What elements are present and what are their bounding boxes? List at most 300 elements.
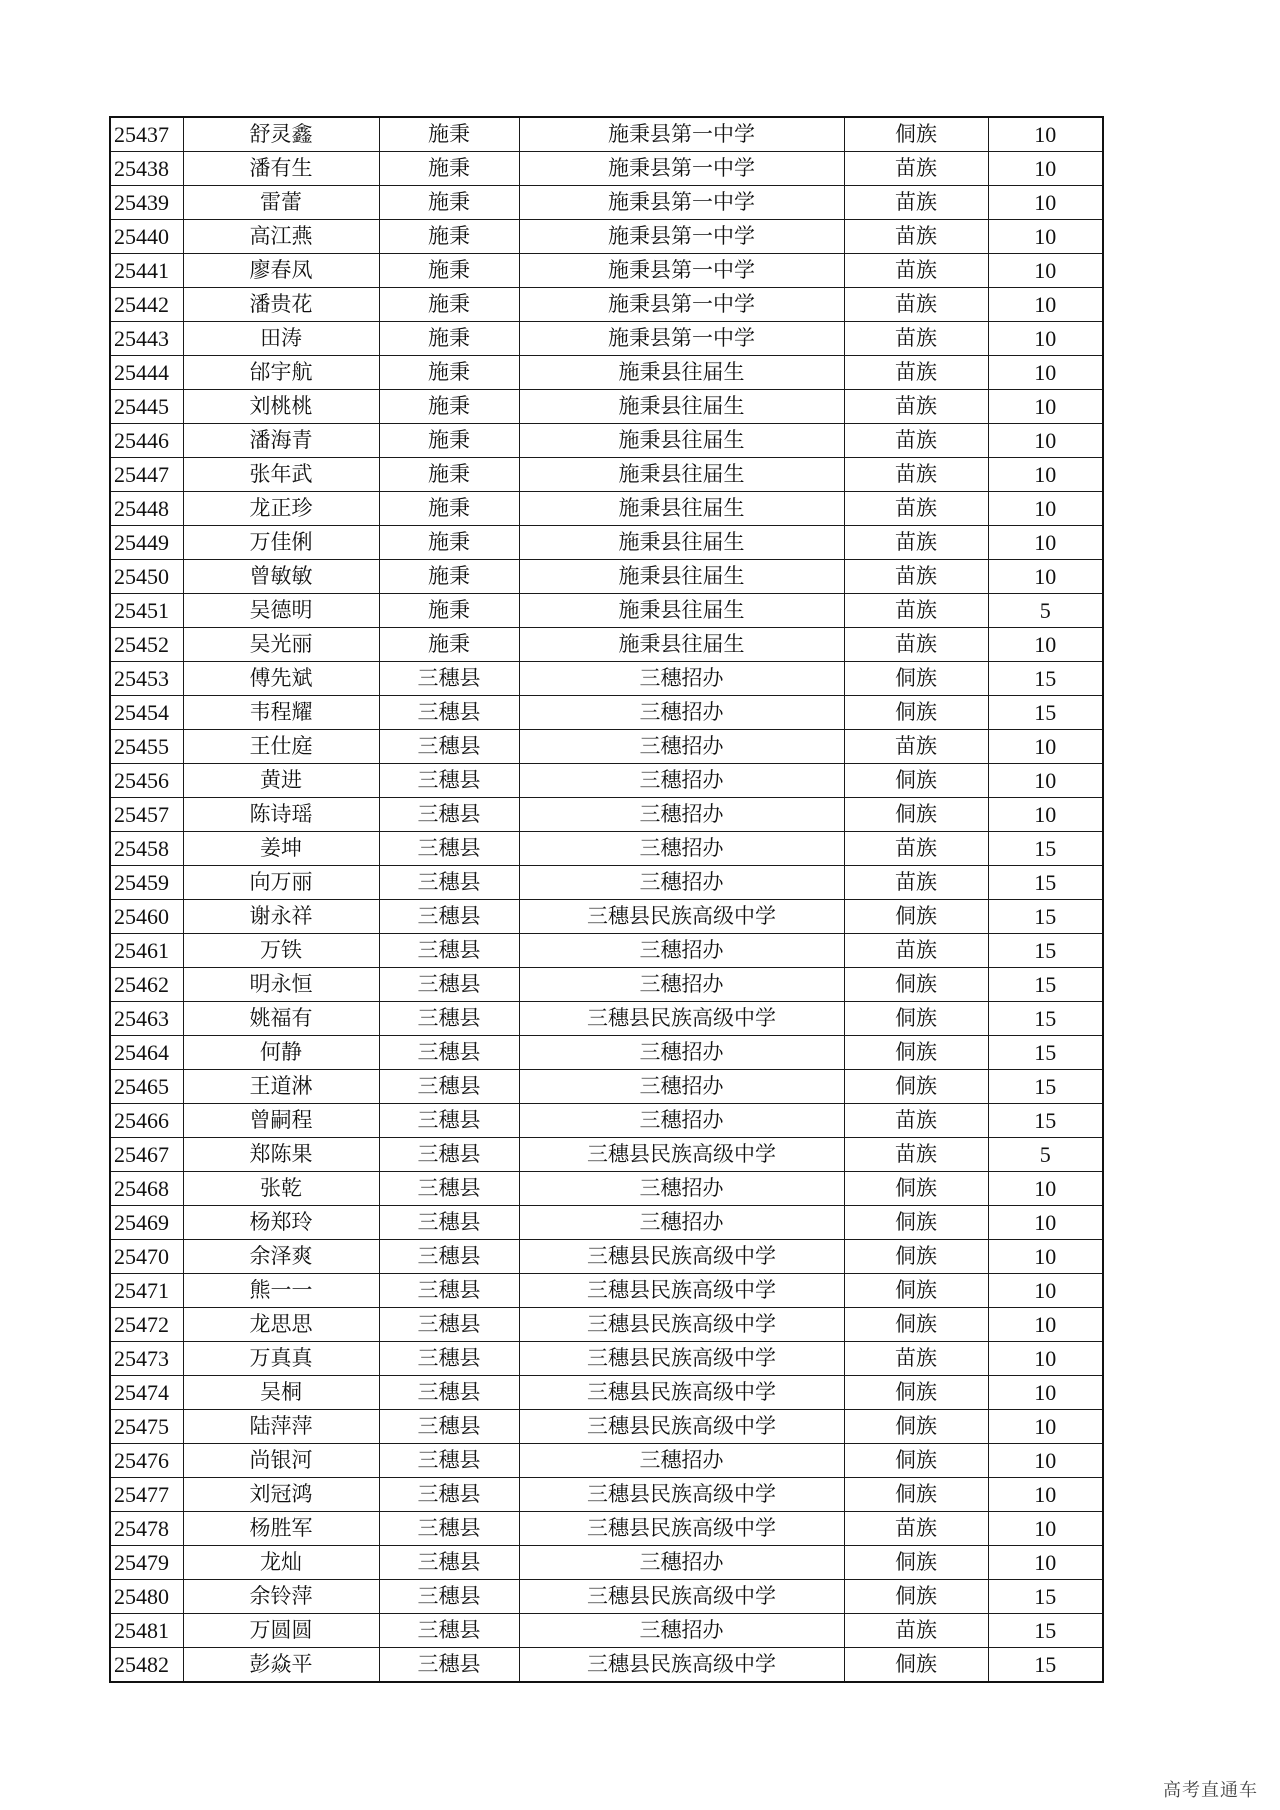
ethnicity-cell: 侗族 bbox=[844, 1240, 988, 1274]
name-cell: 潘有生 bbox=[183, 152, 379, 186]
table-row bbox=[110, 730, 1103, 764]
county-cell: 三穗县 bbox=[379, 1002, 519, 1036]
score-cell: 5 bbox=[988, 594, 1103, 628]
county-cell: 施秉 bbox=[379, 526, 519, 560]
score-cell: 15 bbox=[988, 866, 1103, 900]
score-cell: 15 bbox=[988, 1002, 1103, 1036]
county-cell: 施秉 bbox=[379, 220, 519, 254]
county-cell: 施秉 bbox=[379, 152, 519, 186]
ethnicity-cell: 苗族 bbox=[844, 1342, 988, 1376]
name-cell: 尚银河 bbox=[183, 1444, 379, 1478]
county-cell: 三穗县 bbox=[379, 1240, 519, 1274]
table-row bbox=[110, 1410, 1103, 1444]
score-cell: 10 bbox=[988, 628, 1103, 662]
school-cell: 三穗县民族高级中学 bbox=[519, 1240, 844, 1274]
name-cell: 吴德明 bbox=[183, 594, 379, 628]
name-cell: 龙思思 bbox=[183, 1308, 379, 1342]
id-cell: 25471 bbox=[110, 1274, 183, 1308]
score-cell: 10 bbox=[988, 186, 1103, 220]
county-cell: 施秉 bbox=[379, 628, 519, 662]
id-cell: 25458 bbox=[110, 832, 183, 866]
school-cell: 施秉县第一中学 bbox=[519, 117, 844, 152]
ethnicity-cell: 苗族 bbox=[844, 254, 988, 288]
county-cell: 三穗县 bbox=[379, 866, 519, 900]
county-cell: 三穗县 bbox=[379, 1070, 519, 1104]
ethnicity-cell: 侗族 bbox=[844, 798, 988, 832]
ethnicity-cell: 侗族 bbox=[844, 1070, 988, 1104]
school-cell: 三穗县民族高级中学 bbox=[519, 1478, 844, 1512]
id-cell: 25476 bbox=[110, 1444, 183, 1478]
name-cell: 张乾 bbox=[183, 1172, 379, 1206]
id-cell: 25445 bbox=[110, 390, 183, 424]
name-cell: 傅先斌 bbox=[183, 662, 379, 696]
score-cell: 10 bbox=[988, 1240, 1103, 1274]
ethnicity-cell: 苗族 bbox=[844, 458, 988, 492]
id-cell: 25464 bbox=[110, 1036, 183, 1070]
ethnicity-cell: 苗族 bbox=[844, 492, 988, 526]
name-cell: 吴光丽 bbox=[183, 628, 379, 662]
score-cell: 10 bbox=[988, 1444, 1103, 1478]
table-row bbox=[110, 1206, 1103, 1240]
id-cell: 25439 bbox=[110, 186, 183, 220]
id-cell: 25469 bbox=[110, 1206, 183, 1240]
id-cell: 25444 bbox=[110, 356, 183, 390]
table-row bbox=[110, 1512, 1103, 1546]
score-cell: 10 bbox=[988, 254, 1103, 288]
school-cell: 三穗招办 bbox=[519, 730, 844, 764]
name-cell: 高江燕 bbox=[183, 220, 379, 254]
name-cell: 余泽爽 bbox=[183, 1240, 379, 1274]
ethnicity-cell: 侗族 bbox=[844, 1036, 988, 1070]
table-row bbox=[110, 458, 1103, 492]
school-cell: 三穗招办 bbox=[519, 934, 844, 968]
school-cell: 施秉县往届生 bbox=[519, 424, 844, 458]
name-cell: 龙灿 bbox=[183, 1546, 379, 1580]
county-cell: 三穗县 bbox=[379, 900, 519, 934]
name-cell: 雷蕾 bbox=[183, 186, 379, 220]
id-cell: 25457 bbox=[110, 798, 183, 832]
county-cell: 三穗县 bbox=[379, 696, 519, 730]
name-cell: 韦程耀 bbox=[183, 696, 379, 730]
ethnicity-cell: 苗族 bbox=[844, 866, 988, 900]
ethnicity-cell: 侗族 bbox=[844, 1376, 988, 1410]
id-cell: 25473 bbox=[110, 1342, 183, 1376]
ethnicity-cell: 苗族 bbox=[844, 322, 988, 356]
name-cell: 姜坤 bbox=[183, 832, 379, 866]
id-cell: 25437 bbox=[110, 117, 183, 152]
county-cell: 三穗县 bbox=[379, 1376, 519, 1410]
name-cell: 万圆圆 bbox=[183, 1614, 379, 1648]
ethnicity-cell: 侗族 bbox=[844, 1206, 988, 1240]
ethnicity-cell: 侗族 bbox=[844, 900, 988, 934]
id-cell: 25453 bbox=[110, 662, 183, 696]
ethnicity-cell: 苗族 bbox=[844, 730, 988, 764]
school-cell: 施秉县往届生 bbox=[519, 492, 844, 526]
score-cell: 10 bbox=[988, 390, 1103, 424]
school-cell: 施秉县第一中学 bbox=[519, 220, 844, 254]
name-cell: 邰宇航 bbox=[183, 356, 379, 390]
id-cell: 25468 bbox=[110, 1172, 183, 1206]
county-cell: 三穗县 bbox=[379, 1580, 519, 1614]
name-cell: 田涛 bbox=[183, 322, 379, 356]
name-cell: 王仕庭 bbox=[183, 730, 379, 764]
score-cell: 10 bbox=[988, 1546, 1103, 1580]
table-row bbox=[110, 322, 1103, 356]
school-cell: 三穗招办 bbox=[519, 1036, 844, 1070]
county-cell: 施秉 bbox=[379, 117, 519, 152]
ethnicity-cell: 苗族 bbox=[844, 628, 988, 662]
score-cell: 10 bbox=[988, 458, 1103, 492]
table-row bbox=[110, 1478, 1103, 1512]
id-cell: 25459 bbox=[110, 866, 183, 900]
ethnicity-cell: 苗族 bbox=[844, 934, 988, 968]
school-cell: 三穗县民族高级中学 bbox=[519, 1342, 844, 1376]
table-row bbox=[110, 628, 1103, 662]
score-cell: 10 bbox=[988, 526, 1103, 560]
score-cell: 10 bbox=[988, 1274, 1103, 1308]
ethnicity-cell: 侗族 bbox=[844, 1444, 988, 1478]
score-cell: 10 bbox=[988, 1512, 1103, 1546]
county-cell: 三穗县 bbox=[379, 1104, 519, 1138]
name-cell: 余铃萍 bbox=[183, 1580, 379, 1614]
county-cell: 施秉 bbox=[379, 492, 519, 526]
name-cell: 廖春凤 bbox=[183, 254, 379, 288]
name-cell: 刘桃桃 bbox=[183, 390, 379, 424]
ethnicity-cell: 侗族 bbox=[844, 1648, 988, 1683]
table-row bbox=[110, 288, 1103, 322]
table-row bbox=[110, 1138, 1103, 1172]
school-cell: 三穗招办 bbox=[519, 866, 844, 900]
score-cell: 15 bbox=[988, 1036, 1103, 1070]
ethnicity-cell: 侗族 bbox=[844, 1308, 988, 1342]
school-cell: 施秉县往届生 bbox=[519, 628, 844, 662]
roster-table-body bbox=[110, 117, 1103, 1682]
name-cell: 熊一一 bbox=[183, 1274, 379, 1308]
table-row bbox=[110, 560, 1103, 594]
school-cell: 三穗县民族高级中学 bbox=[519, 900, 844, 934]
county-cell: 施秉 bbox=[379, 288, 519, 322]
table-row bbox=[110, 968, 1103, 1002]
county-cell: 三穗县 bbox=[379, 832, 519, 866]
id-cell: 25454 bbox=[110, 696, 183, 730]
score-cell: 5 bbox=[988, 1138, 1103, 1172]
table-row bbox=[110, 1036, 1103, 1070]
ethnicity-cell: 苗族 bbox=[844, 832, 988, 866]
county-cell: 施秉 bbox=[379, 594, 519, 628]
school-cell: 施秉县第一中学 bbox=[519, 186, 844, 220]
id-cell: 25462 bbox=[110, 968, 183, 1002]
table-row bbox=[110, 866, 1103, 900]
score-cell: 15 bbox=[988, 1648, 1103, 1683]
id-cell: 25463 bbox=[110, 1002, 183, 1036]
id-cell: 25478 bbox=[110, 1512, 183, 1546]
ethnicity-cell: 苗族 bbox=[844, 594, 988, 628]
school-cell: 三穗县民族高级中学 bbox=[519, 1376, 844, 1410]
ethnicity-cell: 侗族 bbox=[844, 968, 988, 1002]
id-cell: 25460 bbox=[110, 900, 183, 934]
ethnicity-cell: 侗族 bbox=[844, 1410, 988, 1444]
table-row bbox=[110, 1274, 1103, 1308]
score-cell: 15 bbox=[988, 900, 1103, 934]
school-cell: 三穗招办 bbox=[519, 1614, 844, 1648]
county-cell: 施秉 bbox=[379, 390, 519, 424]
score-cell: 10 bbox=[988, 1206, 1103, 1240]
county-cell: 三穗县 bbox=[379, 730, 519, 764]
county-cell: 三穗县 bbox=[379, 1410, 519, 1444]
table-row bbox=[110, 1580, 1103, 1614]
score-cell: 10 bbox=[988, 764, 1103, 798]
county-cell: 三穗县 bbox=[379, 934, 519, 968]
ethnicity-cell: 侗族 bbox=[844, 1546, 988, 1580]
id-cell: 25475 bbox=[110, 1410, 183, 1444]
ethnicity-cell: 侗族 bbox=[844, 1002, 988, 1036]
county-cell: 三穗县 bbox=[379, 764, 519, 798]
id-cell: 25452 bbox=[110, 628, 183, 662]
score-cell: 10 bbox=[988, 1376, 1103, 1410]
county-cell: 三穗县 bbox=[379, 798, 519, 832]
ethnicity-cell: 苗族 bbox=[844, 390, 988, 424]
id-cell: 25438 bbox=[110, 152, 183, 186]
score-cell: 10 bbox=[988, 798, 1103, 832]
score-cell: 10 bbox=[988, 220, 1103, 254]
score-cell: 10 bbox=[988, 288, 1103, 322]
name-cell: 何静 bbox=[183, 1036, 379, 1070]
county-cell: 施秉 bbox=[379, 254, 519, 288]
id-cell: 25446 bbox=[110, 424, 183, 458]
school-cell: 三穗县民族高级中学 bbox=[519, 1648, 844, 1683]
table-row bbox=[110, 832, 1103, 866]
score-cell: 10 bbox=[988, 492, 1103, 526]
table-row bbox=[110, 594, 1103, 628]
name-cell: 舒灵鑫 bbox=[183, 117, 379, 152]
county-cell: 三穗县 bbox=[379, 1648, 519, 1683]
name-cell: 潘贵花 bbox=[183, 288, 379, 322]
school-cell: 三穗县民族高级中学 bbox=[519, 1512, 844, 1546]
county-cell: 三穗县 bbox=[379, 1512, 519, 1546]
id-cell: 25477 bbox=[110, 1478, 183, 1512]
name-cell: 吴桐 bbox=[183, 1376, 379, 1410]
school-cell: 三穗县民族高级中学 bbox=[519, 1410, 844, 1444]
name-cell: 万铁 bbox=[183, 934, 379, 968]
id-cell: 25465 bbox=[110, 1070, 183, 1104]
name-cell: 杨胜军 bbox=[183, 1512, 379, 1546]
id-cell: 25440 bbox=[110, 220, 183, 254]
name-cell: 曾嗣程 bbox=[183, 1104, 379, 1138]
ethnicity-cell: 苗族 bbox=[844, 288, 988, 322]
table-row bbox=[110, 1104, 1103, 1138]
ethnicity-cell: 苗族 bbox=[844, 424, 988, 458]
name-cell: 郑陈果 bbox=[183, 1138, 379, 1172]
name-cell: 王道淋 bbox=[183, 1070, 379, 1104]
ethnicity-cell: 侗族 bbox=[844, 117, 988, 152]
table-row bbox=[110, 492, 1103, 526]
school-cell: 三穗招办 bbox=[519, 764, 844, 798]
name-cell: 万真真 bbox=[183, 1342, 379, 1376]
school-cell: 施秉县往届生 bbox=[519, 458, 844, 492]
school-cell: 三穗县民族高级中学 bbox=[519, 1274, 844, 1308]
name-cell: 龙正珍 bbox=[183, 492, 379, 526]
table-row bbox=[110, 186, 1103, 220]
ethnicity-cell: 苗族 bbox=[844, 1614, 988, 1648]
county-cell: 施秉 bbox=[379, 356, 519, 390]
table-row bbox=[110, 1614, 1103, 1648]
school-cell: 三穗招办 bbox=[519, 1070, 844, 1104]
table-row bbox=[110, 662, 1103, 696]
school-cell: 施秉县往届生 bbox=[519, 560, 844, 594]
id-cell: 25482 bbox=[110, 1648, 183, 1683]
score-cell: 10 bbox=[988, 424, 1103, 458]
score-cell: 10 bbox=[988, 730, 1103, 764]
ethnicity-cell: 侗族 bbox=[844, 1274, 988, 1308]
school-cell: 施秉县往届生 bbox=[519, 526, 844, 560]
score-cell: 10 bbox=[988, 1342, 1103, 1376]
table-row bbox=[110, 1172, 1103, 1206]
id-cell: 25441 bbox=[110, 254, 183, 288]
id-cell: 25451 bbox=[110, 594, 183, 628]
name-cell: 向万丽 bbox=[183, 866, 379, 900]
table-row bbox=[110, 1070, 1103, 1104]
table-row bbox=[110, 254, 1103, 288]
ethnicity-cell: 侗族 bbox=[844, 662, 988, 696]
table-row bbox=[110, 117, 1103, 152]
school-cell: 三穗招办 bbox=[519, 1172, 844, 1206]
school-cell: 三穗招办 bbox=[519, 968, 844, 1002]
county-cell: 施秉 bbox=[379, 186, 519, 220]
score-cell: 10 bbox=[988, 152, 1103, 186]
table-row bbox=[110, 1376, 1103, 1410]
ethnicity-cell: 苗族 bbox=[844, 356, 988, 390]
id-cell: 25481 bbox=[110, 1614, 183, 1648]
name-cell: 曾敏敏 bbox=[183, 560, 379, 594]
score-cell: 10 bbox=[988, 117, 1103, 152]
id-cell: 25448 bbox=[110, 492, 183, 526]
school-cell: 三穗县民族高级中学 bbox=[519, 1580, 844, 1614]
ethnicity-cell: 侗族 bbox=[844, 1580, 988, 1614]
roster-table bbox=[109, 116, 1104, 1683]
school-cell: 施秉县往届生 bbox=[519, 356, 844, 390]
ethnicity-cell: 侗族 bbox=[844, 764, 988, 798]
score-cell: 10 bbox=[988, 1308, 1103, 1342]
ethnicity-cell: 苗族 bbox=[844, 186, 988, 220]
name-cell: 陆萍萍 bbox=[183, 1410, 379, 1444]
id-cell: 25474 bbox=[110, 1376, 183, 1410]
ethnicity-cell: 苗族 bbox=[844, 152, 988, 186]
name-cell: 黄进 bbox=[183, 764, 379, 798]
table-row bbox=[110, 526, 1103, 560]
county-cell: 三穗县 bbox=[379, 1172, 519, 1206]
county-cell: 三穗县 bbox=[379, 1546, 519, 1580]
name-cell: 彭焱平 bbox=[183, 1648, 379, 1683]
id-cell: 25450 bbox=[110, 560, 183, 594]
county-cell: 三穗县 bbox=[379, 1206, 519, 1240]
ethnicity-cell: 苗族 bbox=[844, 526, 988, 560]
id-cell: 25480 bbox=[110, 1580, 183, 1614]
table-row bbox=[110, 424, 1103, 458]
table-row bbox=[110, 1546, 1103, 1580]
score-cell: 10 bbox=[988, 322, 1103, 356]
score-cell: 15 bbox=[988, 1104, 1103, 1138]
name-cell: 万佳俐 bbox=[183, 526, 379, 560]
name-cell: 刘冠鸿 bbox=[183, 1478, 379, 1512]
school-cell: 施秉县第一中学 bbox=[519, 288, 844, 322]
id-cell: 25466 bbox=[110, 1104, 183, 1138]
table-row bbox=[110, 1444, 1103, 1478]
county-cell: 三穗县 bbox=[379, 968, 519, 1002]
id-cell: 25470 bbox=[110, 1240, 183, 1274]
name-cell: 潘海青 bbox=[183, 424, 379, 458]
score-cell: 15 bbox=[988, 662, 1103, 696]
score-cell: 10 bbox=[988, 1172, 1103, 1206]
name-cell: 姚福有 bbox=[183, 1002, 379, 1036]
id-cell: 25447 bbox=[110, 458, 183, 492]
score-cell: 15 bbox=[988, 1580, 1103, 1614]
table-row bbox=[110, 900, 1103, 934]
county-cell: 三穗县 bbox=[379, 1444, 519, 1478]
name-cell: 明永恒 bbox=[183, 968, 379, 1002]
table-row bbox=[110, 1240, 1103, 1274]
county-cell: 三穗县 bbox=[379, 1036, 519, 1070]
school-cell: 施秉县第一中学 bbox=[519, 152, 844, 186]
school-cell: 三穗招办 bbox=[519, 1206, 844, 1240]
school-cell: 三穗招办 bbox=[519, 696, 844, 730]
id-cell: 25442 bbox=[110, 288, 183, 322]
table-row bbox=[110, 220, 1103, 254]
table-row bbox=[110, 1648, 1103, 1683]
school-cell: 施秉县往届生 bbox=[519, 390, 844, 424]
score-cell: 15 bbox=[988, 832, 1103, 866]
ethnicity-cell: 侗族 bbox=[844, 1478, 988, 1512]
ethnicity-cell: 侗族 bbox=[844, 1172, 988, 1206]
county-cell: 三穗县 bbox=[379, 1478, 519, 1512]
name-cell: 杨郑玲 bbox=[183, 1206, 379, 1240]
id-cell: 25467 bbox=[110, 1138, 183, 1172]
score-cell: 15 bbox=[988, 968, 1103, 1002]
id-cell: 25456 bbox=[110, 764, 183, 798]
watermark-text: 高考直通车 bbox=[1163, 1780, 1258, 1801]
table-row bbox=[110, 934, 1103, 968]
ethnicity-cell: 苗族 bbox=[844, 220, 988, 254]
score-cell: 15 bbox=[988, 1614, 1103, 1648]
table-row bbox=[110, 390, 1103, 424]
id-cell: 25455 bbox=[110, 730, 183, 764]
ethnicity-cell: 苗族 bbox=[844, 1138, 988, 1172]
table-row bbox=[110, 1002, 1103, 1036]
name-cell: 张年武 bbox=[183, 458, 379, 492]
score-cell: 10 bbox=[988, 560, 1103, 594]
school-cell: 三穗县民族高级中学 bbox=[519, 1002, 844, 1036]
county-cell: 施秉 bbox=[379, 424, 519, 458]
school-cell: 三穗招办 bbox=[519, 1546, 844, 1580]
id-cell: 25472 bbox=[110, 1308, 183, 1342]
county-cell: 三穗县 bbox=[379, 1308, 519, 1342]
school-cell: 三穗招办 bbox=[519, 832, 844, 866]
county-cell: 三穗县 bbox=[379, 1342, 519, 1376]
score-cell: 10 bbox=[988, 356, 1103, 390]
table-row bbox=[110, 1308, 1103, 1342]
school-cell: 施秉县往届生 bbox=[519, 594, 844, 628]
score-cell: 15 bbox=[988, 1070, 1103, 1104]
score-cell: 10 bbox=[988, 1410, 1103, 1444]
school-cell: 三穗县民族高级中学 bbox=[519, 1138, 844, 1172]
school-cell: 三穗招办 bbox=[519, 1444, 844, 1478]
school-cell: 施秉县第一中学 bbox=[519, 254, 844, 288]
ethnicity-cell: 苗族 bbox=[844, 1104, 988, 1138]
ethnicity-cell: 侗族 bbox=[844, 696, 988, 730]
county-cell: 三穗县 bbox=[379, 662, 519, 696]
table-row bbox=[110, 798, 1103, 832]
score-cell: 10 bbox=[988, 1478, 1103, 1512]
table-row bbox=[110, 356, 1103, 390]
